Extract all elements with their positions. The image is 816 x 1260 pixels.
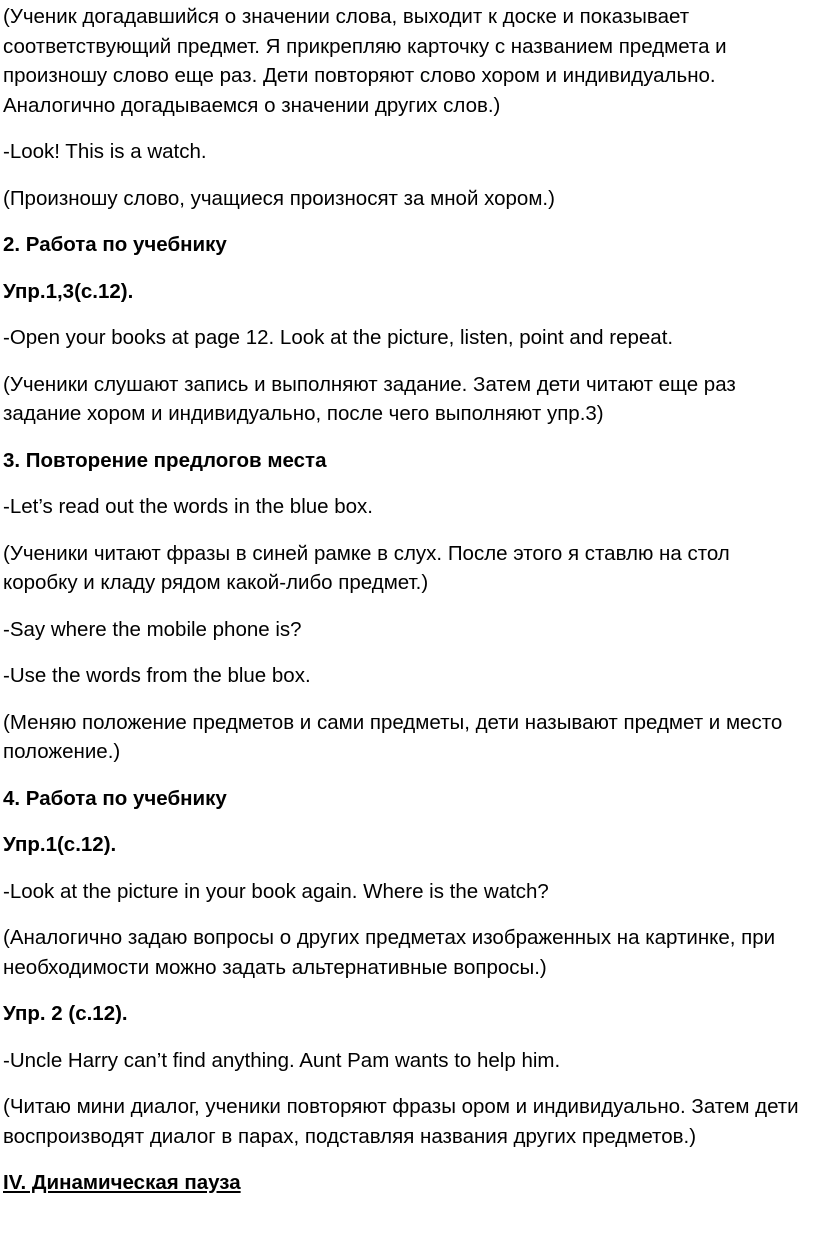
paragraph-students-read-phrases: (Ученики читают фразы в синей рамке в слух. После этого я ставлю на стол коробку и кладу рядом какой-либо предмет.) bbox=[3, 541, 730, 594]
section-heading-textbook-work-4: 4. Работа по учебнику bbox=[3, 786, 227, 810]
paragraph-intro-explanation: (Ученик догадавшийся о значении слова, выходит к доске и показывает соответствующий предмет. Я прикрепляю карточку с названием предмета и произношу слово еще раз. Дети повторяют слово хором и индивидуально. Аналогично догадываемся о значении других слов.) bbox=[3, 5, 727, 117]
paragraph-say-where-phone: -Say where the mobile phone is? bbox=[3, 617, 302, 641]
paragraph-students-listen: (Ученики слушают запись и выполняют задание. Затем дети читают еще раз задание хором и индивидуально, после чего выполняют упр.3) bbox=[3, 372, 736, 425]
section-heading-prepositions: 3. Повторение предлогов места bbox=[3, 448, 327, 472]
paragraph-open-books: -Open your books at page 12. Look at the picture, listen, point and repeat. bbox=[3, 326, 674, 349]
paragraph-change-positions: (Меняю положение предметов и сами предметы, дети называют предмет и место положение.) bbox=[3, 710, 783, 763]
section-heading-textbook-work-2: 2. Работа по учебнику bbox=[3, 233, 227, 256]
exercise-heading-1: Упр.1(с.12). bbox=[3, 833, 117, 856]
paragraph-read-blue-box: -Let’s read out the words in the blue box. bbox=[3, 495, 373, 518]
paragraph-similar-questions: (Аналогично задаю вопросы о других предметах изображенных на картинке, при необходимости можно задать альтернативные вопросы.) bbox=[3, 926, 776, 979]
paragraph-look-watch: -Look! This is a watch. bbox=[3, 140, 207, 163]
paragraph-use-words: -Use the words from the blue box. bbox=[3, 664, 311, 687]
paragraph-pronounce-chorus: (Произношу слово, учащиеся произносят за мной хором.) bbox=[3, 186, 555, 210]
paragraph-mini-dialogue: (Читаю мини диалог, ученики повторяют фразы ором и индивидуально. Затем дети воспроизводят диалог в парах, подставляя названия других предметов.) bbox=[3, 1095, 799, 1148]
paragraph-uncle-harry: -Uncle Harry can’t find anything. Aunt Pam wants to help him. bbox=[3, 1048, 561, 1072]
exercise-heading-1-3: Упр.1,3(с.12). bbox=[3, 279, 134, 303]
paragraph-where-watch: -Look at the picture in your book again. Where is the watch? bbox=[3, 879, 549, 903]
section-heading-dynamic-pause: IV. Динамическая пауза bbox=[3, 1171, 241, 1194]
exercise-heading-2: Упр. 2 (с.12). bbox=[3, 1002, 128, 1025]
